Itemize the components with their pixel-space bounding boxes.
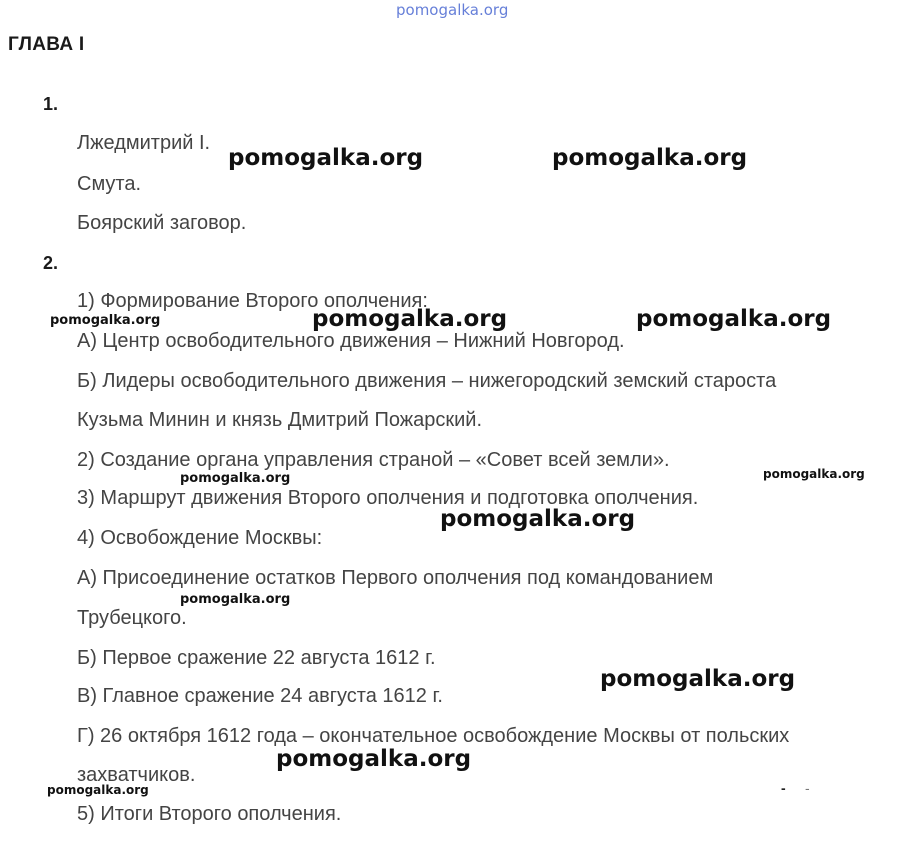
answer-line: 1) Формирование Второго ополчения: <box>77 290 428 312</box>
watermark-text: pomogalka.org <box>50 313 161 328</box>
answer-line: Г) 26 октября 1612 года – окончательное освобождение Москвы от польских <box>77 725 790 747</box>
watermark-text: pomogalka.org <box>763 467 865 481</box>
answer-line: Б) Лидеры освободительного движения – нижегородский земский староста <box>77 370 777 392</box>
watermark-text: pomogalka.org <box>228 145 424 171</box>
answer-line: 3) Маршрут движения Второго ополчения и подготовка ополчения. <box>77 487 699 509</box>
answer-line: А) Присоединение остатков Первого ополчения под командованием <box>77 567 714 589</box>
watermark-text: pomogalka.org <box>552 145 748 171</box>
watermark-text: pomogalka.org <box>276 746 472 772</box>
watermark-text: pomogalka.org <box>180 592 291 607</box>
answer-line: Трубецкого. <box>77 607 187 629</box>
dash-mark: - <box>781 780 786 796</box>
watermark-text: pomogalka.org <box>600 666 796 692</box>
answer-line: Б) Первое сражение 22 августа 1612 г. <box>77 647 436 669</box>
answer-line: Боярский заговор. <box>77 212 247 234</box>
watermark-text: pomogalka.org <box>636 306 832 332</box>
section-number-2: 2. <box>43 253 59 273</box>
answer-line: Кузьма Минин и князь Дмитрий Пожарский. <box>77 409 483 431</box>
watermark-text: pomogalka.org <box>47 783 149 797</box>
answer-line: Лжедмитрий I. <box>77 132 211 154</box>
answer-line: 5) Итоги Второго ополчения. <box>77 803 342 825</box>
answer-line: 4) Освобождение Москвы: <box>77 527 323 549</box>
answer-line: В) Главное сражение 24 августа 1612 г. <box>77 685 443 707</box>
answer-line: Смута. <box>77 173 142 195</box>
watermark-text: pomogalka.org <box>312 306 508 332</box>
answer-line: А) Центр освободительного движения – Нижний Новгород. <box>77 330 625 352</box>
answer-line: 2) Создание органа управления страной – «Совет всей земли». <box>77 449 670 471</box>
dash-mark: - <box>805 780 810 796</box>
section-number-1: 1. <box>43 94 59 114</box>
chapter-title: ГЛАВА I <box>8 34 85 55</box>
watermark-text: pomogalka.org <box>440 506 636 532</box>
watermark-text: pomogalka.org <box>180 471 291 486</box>
answer-line: захватчиков. <box>77 764 196 786</box>
watermark-top: pomogalka.org <box>396 1 509 19</box>
